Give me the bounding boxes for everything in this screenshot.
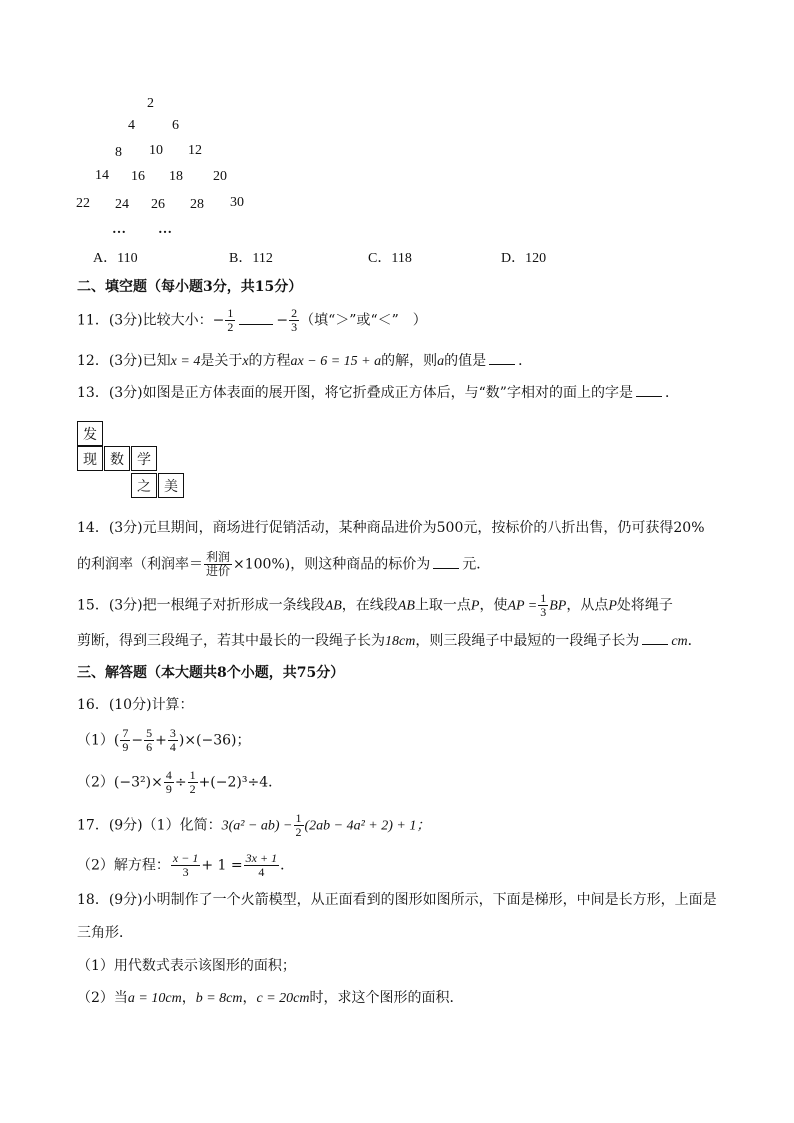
triangle-number: 20 <box>213 169 227 184</box>
numerator: 5 <box>146 726 153 740</box>
question-18-line2: 三角形． <box>77 925 133 941</box>
question-text: 计算： <box>151 697 194 713</box>
answer-blank[interactable] <box>239 310 273 325</box>
denominator: 2 <box>227 320 234 334</box>
triangle-number: 12 <box>188 143 202 158</box>
question-text: 的利润率（利润率＝ <box>77 556 203 573</box>
math-expression: c = 20cm <box>256 991 310 1006</box>
question-text: 时，求这个图形的面积． <box>309 990 464 1006</box>
question-text: ，则三段绳子中最短的一段绳子长为 <box>415 633 640 649</box>
section-heading: 二、填空题（每小题3分，共15分） <box>77 279 303 295</box>
cube-face: 美 <box>158 473 184 498</box>
math-expression: ax − 6 = 15 + a <box>290 354 382 369</box>
punctuation: ， <box>242 990 257 1006</box>
math-expression: (−3²)× <box>113 774 163 791</box>
triangle-number: 26 <box>151 197 165 212</box>
math-expression: 3(a² − ab) − <box>221 818 293 834</box>
part-label: （1）化简： <box>142 817 222 834</box>
part-label: （1） <box>77 732 114 749</box>
triangle-number: 6 <box>172 118 179 133</box>
denominator: 2 <box>189 782 196 796</box>
triangle-number: 22 <box>76 196 90 211</box>
numerator: 利润 <box>206 550 231 564</box>
math-variable: AB <box>397 598 415 614</box>
answer-blank[interactable] <box>642 630 668 645</box>
denominator: 6 <box>146 740 153 754</box>
question-text: 上取一点 <box>414 597 471 614</box>
minus-sign: − <box>212 312 225 329</box>
period: ． <box>664 385 679 401</box>
unit: cm <box>671 634 688 649</box>
fraction <box>204 551 232 578</box>
question-15 <box>77 592 673 619</box>
question-text: 比较大小： <box>142 312 213 329</box>
answer-blank[interactable] <box>636 382 662 397</box>
punctuation: ， <box>181 990 196 1006</box>
question-text: 小明制作了一个火箭模型，从正面看到的图形如图所示，下面是梯形，中间是长方形，上面是 <box>142 892 717 908</box>
denominator: 4 <box>258 865 265 879</box>
ellipsis: … <box>112 222 126 237</box>
triangle-number: 28 <box>190 197 204 212</box>
period: ． <box>687 633 702 649</box>
math-symbol: ÷ <box>174 774 187 791</box>
triangle-number: 24 <box>115 197 129 212</box>
option-d: D．120 <box>501 251 547 266</box>
question-text: ，使 <box>479 597 508 614</box>
triangle-number: 14 <box>95 168 109 183</box>
question-number: 13．(3分) <box>77 385 143 401</box>
math-variable: P <box>608 598 617 614</box>
cube-face: 发 <box>77 421 103 446</box>
math-expression: BP <box>549 598 567 614</box>
question-text: 剪断，得到三段绳子，若其中最长的一段绳子长为 <box>77 633 385 649</box>
question-16-part1 <box>77 727 251 754</box>
denominator: 9 <box>165 782 172 796</box>
question-14 <box>77 517 705 539</box>
cube-face: 现 <box>77 446 103 471</box>
triangle-number: 18 <box>169 169 183 184</box>
math-variable: P <box>470 598 480 614</box>
minus-sign: − <box>276 312 289 329</box>
math-symbol: + <box>155 732 167 749</box>
fraction <box>244 852 279 879</box>
math-expression: + 1 = <box>201 857 243 874</box>
part-label: （2） <box>77 774 114 791</box>
question-number: 14．(3分) <box>77 520 143 536</box>
math-expression: 18cm <box>385 634 416 649</box>
math-symbol: − <box>131 732 144 749</box>
triangle-number: 10 <box>149 143 163 158</box>
period: ． <box>280 857 295 874</box>
option-b: B．112 <box>229 251 273 266</box>
fraction <box>164 769 174 796</box>
fraction <box>289 307 299 334</box>
math-expression: x = 4 <box>170 354 201 369</box>
numerator: 1 <box>227 306 234 320</box>
triangle-number: 2 <box>147 96 154 111</box>
cube-face: 数 <box>104 446 130 471</box>
question-number: 11．(3分) <box>77 312 143 329</box>
fraction <box>144 727 154 754</box>
question-text: （填“＞”或“＜” ） <box>300 312 427 329</box>
triangle-number: 16 <box>131 169 145 184</box>
part-label: （2）当 <box>77 990 128 1006</box>
question-text: ，从点 <box>566 597 609 614</box>
question-12 <box>77 350 532 373</box>
question-text: 的值是 <box>444 353 487 369</box>
denominator: 9 <box>122 740 129 754</box>
triangle-number: 4 <box>128 118 135 133</box>
math-symbol: ( <box>113 732 120 749</box>
answer-blank[interactable] <box>433 554 459 569</box>
question-text: 把一根绳子对折形成一条线段 <box>142 597 325 614</box>
period: ． <box>518 353 533 369</box>
numerator: 1 <box>295 811 302 825</box>
question-text: 是关于 <box>200 353 243 369</box>
question-18-part1: （1）用代数式表示该图形的面积； <box>77 958 296 974</box>
fraction <box>294 812 304 839</box>
math-expression: (2ab − 4a² + 2) + 1； <box>304 818 431 834</box>
question-number: 17．(9分) <box>77 817 143 834</box>
fraction <box>225 307 235 334</box>
option-c: C．118 <box>368 251 412 266</box>
question-number: 18．(9分) <box>77 892 143 908</box>
denominator: 3 <box>182 865 189 879</box>
section-heading: 三、解答题（本大题共8个小题，共75分） <box>77 665 345 681</box>
math-variable: a <box>437 354 445 369</box>
question-text: 元． <box>462 556 491 573</box>
math-expression: AP = <box>507 598 538 614</box>
numerator: 4 <box>165 768 172 782</box>
question-text: ×100%)，则这种商品的标价为 <box>233 556 431 573</box>
fraction <box>168 727 178 754</box>
question-number: 12．(3分) <box>77 353 143 369</box>
question-17 <box>77 812 430 839</box>
triangle-number: 30 <box>230 195 244 210</box>
question-text: 的解，则 <box>381 353 438 369</box>
numerator: 3 <box>169 726 176 740</box>
numerator: x − 1 <box>172 851 199 865</box>
numerator: 3x + 1 <box>245 851 278 865</box>
question-text: 的方程 <box>248 353 291 369</box>
triangle-number: 8 <box>115 145 122 160</box>
option-a: A．110 <box>93 251 138 266</box>
question-text: 处将绳子 <box>616 597 673 614</box>
question-text: 元旦期间，商场进行促销活动，某种商品进价为500元，按标价的八折出售，仍可获得20% <box>142 520 705 536</box>
numerator: 7 <box>122 726 129 740</box>
question-17-part2 <box>77 852 294 879</box>
question-16-part2 <box>77 769 282 796</box>
question-text: ，在线段 <box>341 597 398 614</box>
ellipsis: … <box>158 222 172 237</box>
question-15-line2 <box>77 630 702 653</box>
cube-face: 学 <box>131 446 157 471</box>
question-number: 16．(10分) <box>77 697 152 713</box>
question-11 <box>77 307 427 334</box>
question-18-part2 <box>77 987 463 1010</box>
question-18 <box>77 889 717 911</box>
question-number: 15．(3分) <box>77 597 143 614</box>
math-expression: +(−2)³÷4． <box>198 774 283 791</box>
question-text: 已知 <box>142 353 171 369</box>
math-variable: x <box>242 354 249 369</box>
question-16 <box>77 694 194 716</box>
denominator: 2 <box>295 825 302 839</box>
math-expression: )×(−36)； <box>178 732 251 749</box>
math-expression: a = 10cm <box>127 991 182 1006</box>
question-text: 如图是正方体表面的展开图，将它折叠成正方体后，与“数”字相对的面上的字是 <box>142 385 633 401</box>
denominator: 3 <box>291 320 298 334</box>
part-label: （2）解方程： <box>77 857 170 874</box>
denominator: 进价 <box>206 564 231 578</box>
denominator: 3 <box>540 605 547 619</box>
cube-face: 之 <box>131 473 157 498</box>
numerator: 1 <box>189 768 196 782</box>
numerator: 2 <box>291 306 298 320</box>
fraction <box>171 852 200 879</box>
fraction <box>188 769 198 796</box>
answer-blank[interactable] <box>489 350 515 365</box>
numerator: 1 <box>540 591 547 605</box>
math-variable: AB <box>324 598 342 614</box>
math-expression: b = 8cm <box>195 991 243 1006</box>
fraction <box>538 592 548 619</box>
question-13 <box>77 382 679 404</box>
question-14-line2 <box>77 551 490 578</box>
fraction <box>120 727 130 754</box>
denominator: 4 <box>169 740 176 754</box>
